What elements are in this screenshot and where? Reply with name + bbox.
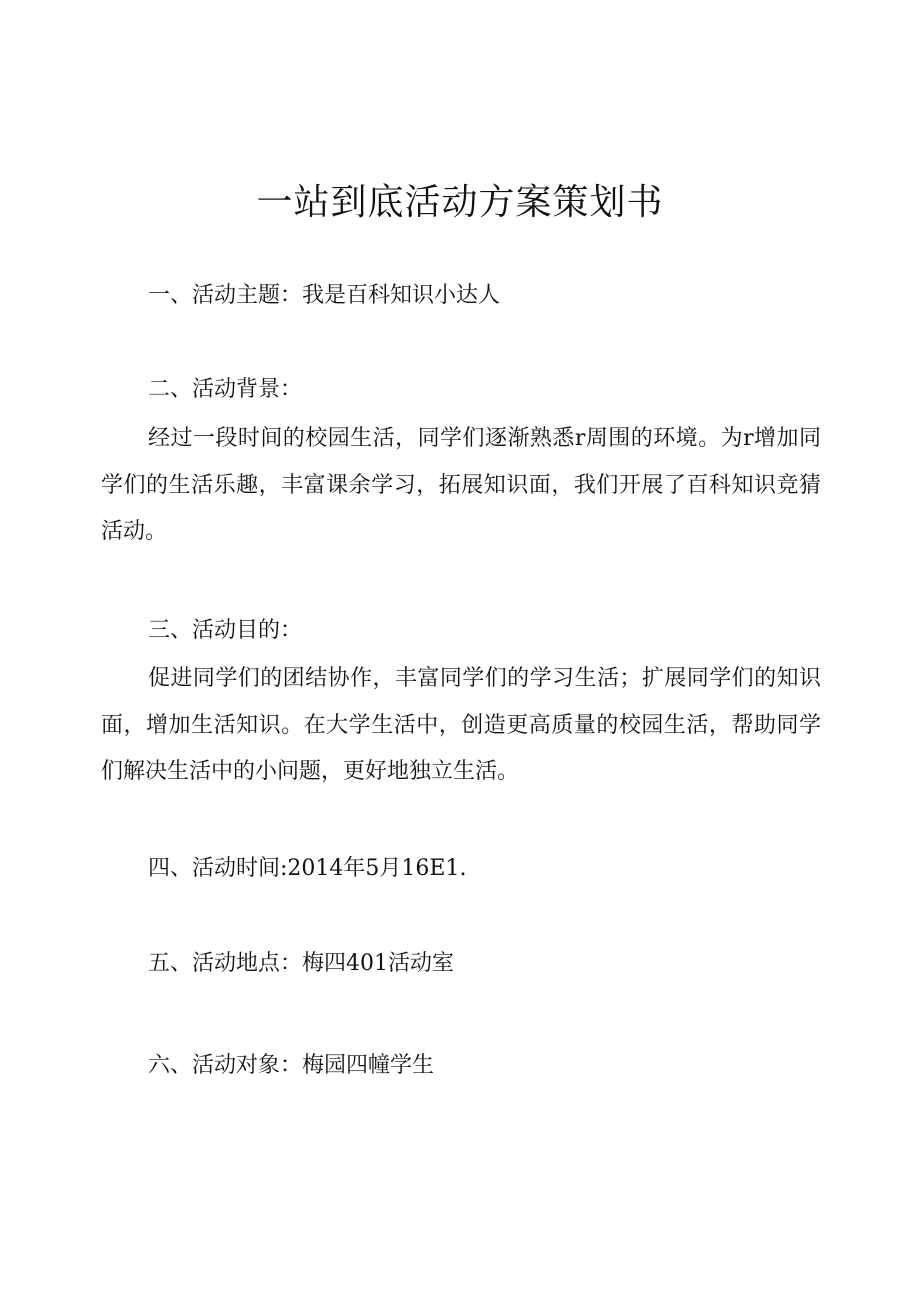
section-location-heading: 五、活动地点：梅四401活动室 <box>148 951 454 976</box>
document-title: 一站到底活动方案策划书 <box>256 182 664 223</box>
section-purpose-heading: 三、活动目的： <box>148 618 303 643</box>
section-background-heading: 二、活动背景： <box>148 377 303 402</box>
section-background-body: 经过一段时间的校园生活，同学们逐渐熟悉r周围的环境。为r增加同学们的生活乐趣，丰富课余学习，拓展知识面，我们开展了百科知识竞猜活动。 <box>101 426 821 544</box>
section-audience-heading: 六、活动对象：梅园四幢学生 <box>148 1053 435 1078</box>
section-theme-heading: 一、活动主题：我是百科知识小达人 <box>148 283 501 308</box>
section-time-heading: 四、活动时间:2014年5月16E1. <box>148 856 467 881</box>
section-purpose-body: 促进同学们的团结协作，丰富同学们的学习生活；扩展同学们的知识面，增加生活知识。在大学生活中，创造更高质量的校园生活，帮助同学们解决生活中的小问题，更好地独立生活。 <box>101 666 821 784</box>
